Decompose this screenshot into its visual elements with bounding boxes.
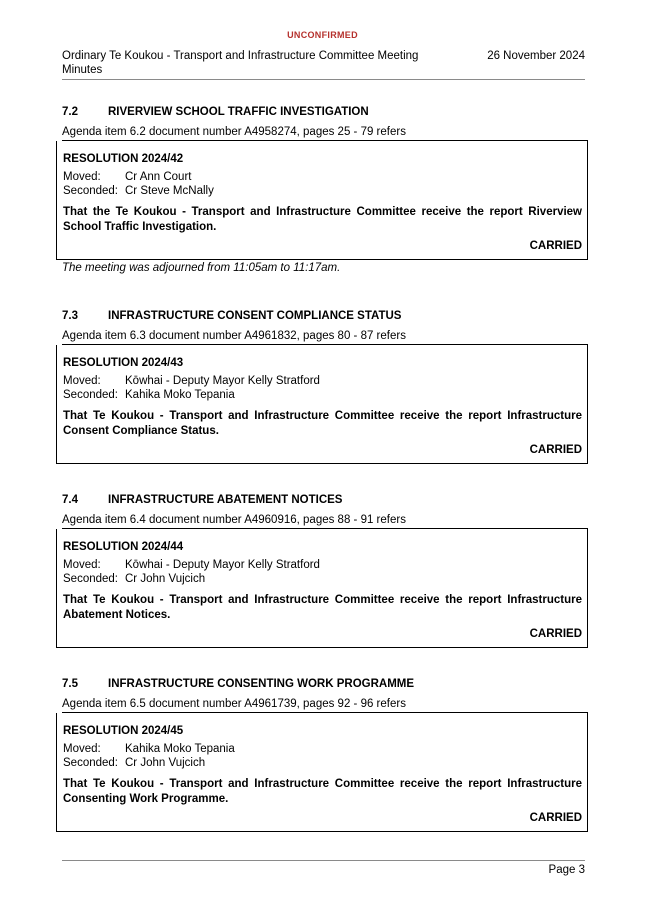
- resolution-number: RESOLUTION 2024/42: [63, 153, 184, 165]
- header-divider: [62, 79, 585, 80]
- moved-by: Cr Ann Court: [125, 171, 192, 183]
- mover-block: [63, 743, 582, 771]
- outcome-carried: CARRIED: [529, 240, 582, 252]
- section-heading: [62, 310, 590, 324]
- section-heading: [62, 678, 590, 692]
- agenda-section-7-3: [62, 310, 590, 464]
- moved-label: Moved:: [63, 171, 101, 183]
- seconded-label: Seconded:: [63, 757, 118, 769]
- resolution-number: RESOLUTION 2024/43: [63, 357, 184, 369]
- section-title: INFRASTRUCTURE ABATEMENT NOTICES: [108, 494, 343, 506]
- unconfirmed-banner: UNCONFIRMED: [287, 30, 358, 40]
- resolution-box: [56, 141, 588, 260]
- section-number: 7.4: [62, 494, 78, 506]
- agenda-reference: Agenda item 6.4 document number A4960916, pages 88 - 91 refers: [62, 514, 588, 529]
- agenda-reference: Agenda item 6.5 document number A4961739, pages 92 - 96 refers: [62, 698, 588, 713]
- seconded-label: Seconded:: [63, 185, 118, 197]
- seconded-by: Cr John Vujcich: [125, 757, 206, 769]
- section-number: 7.5: [62, 678, 78, 690]
- agenda-section-7-4: [62, 494, 590, 648]
- seconded-row: [63, 389, 582, 403]
- moved-by: Kōwhai - Deputy Mayor Kelly Stratford: [125, 375, 320, 387]
- moved-label: Moved:: [63, 375, 101, 387]
- resolution-box: [56, 345, 588, 464]
- moved-by: Kahika Moko Tepania: [125, 743, 235, 755]
- seconded-row: [63, 757, 582, 771]
- mover-block: [63, 559, 582, 587]
- mover-block: [63, 375, 582, 403]
- mover-block: [63, 171, 582, 199]
- motion-text: That Te Koukou - Transport and Infrastructure Committee receive the report Infrastructure Abatement Notices.: [63, 594, 582, 621]
- moved-row: [63, 559, 582, 573]
- section-heading: [62, 494, 590, 508]
- moved-label: Moved:: [63, 559, 101, 571]
- motion-text: That Te Koukou - Transport and Infrastructure Committee receive the report Infrastructure Consent Compliance Status.: [63, 410, 582, 437]
- page-number: Page 3: [548, 864, 585, 876]
- page-header: [62, 49, 585, 77]
- seconded-row: [63, 573, 582, 587]
- section-title: INFRASTRUCTURE CONSENT COMPLIANCE STATUS: [108, 310, 402, 322]
- section-title: INFRASTRUCTURE CONSENTING WORK PROGRAMME: [108, 678, 415, 690]
- resolution-number: RESOLUTION 2024/44: [63, 541, 184, 553]
- seconded-label: Seconded:: [63, 573, 118, 585]
- section-heading: [62, 106, 590, 120]
- seconded-label: Seconded:: [63, 389, 118, 401]
- outcome-carried: CARRIED: [529, 628, 582, 640]
- section-number: 7.3: [62, 310, 78, 322]
- agenda-section-7-2: [62, 106, 590, 274]
- adjournment-note: The meeting was adjourned from 11:05am to 11:17am.: [62, 262, 341, 274]
- seconded-by: Cr John Vujcich: [125, 573, 206, 585]
- motion-text: That the Te Koukou - Transport and Infrastructure Committee receive the report Riverview School Traffic Investigation.: [63, 206, 582, 233]
- agenda-reference: Agenda item 6.2 document number A4958274, pages 25 - 79 refers: [62, 126, 588, 141]
- section-title: RIVERVIEW SCHOOL TRAFFIC INVESTIGATION: [108, 106, 369, 118]
- resolution-box: [56, 713, 588, 832]
- meeting-title: Ordinary Te Koukou - Transport and Infrastructure Committee Meeting Minutes: [62, 50, 419, 76]
- moved-row: [63, 171, 582, 185]
- moved-row: [63, 375, 582, 389]
- outcome-carried: CARRIED: [529, 444, 582, 456]
- outcome-carried: CARRIED: [529, 812, 582, 824]
- seconded-by: Cr Steve McNally: [125, 185, 214, 197]
- section-number: 7.2: [62, 106, 78, 118]
- agenda-reference: Agenda item 6.3 document number A4961832, pages 80 - 87 refers: [62, 330, 588, 345]
- agenda-section-7-5: [62, 678, 590, 832]
- moved-label: Moved:: [63, 743, 101, 755]
- motion-text: That Te Koukou - Transport and Infrastructure Committee receive the report Infrastructure Consenting Work Programme.: [63, 778, 582, 805]
- meeting-date: 26 November 2024: [487, 50, 585, 62]
- resolution-number: RESOLUTION 2024/45: [63, 725, 184, 737]
- moved-by: Kōwhai - Deputy Mayor Kelly Stratford: [125, 559, 320, 571]
- seconded-by: Kahika Moko Tepania: [125, 389, 235, 401]
- resolution-box: [56, 529, 588, 648]
- seconded-row: [63, 185, 582, 199]
- footer-divider: [62, 860, 585, 861]
- moved-row: [63, 743, 582, 757]
